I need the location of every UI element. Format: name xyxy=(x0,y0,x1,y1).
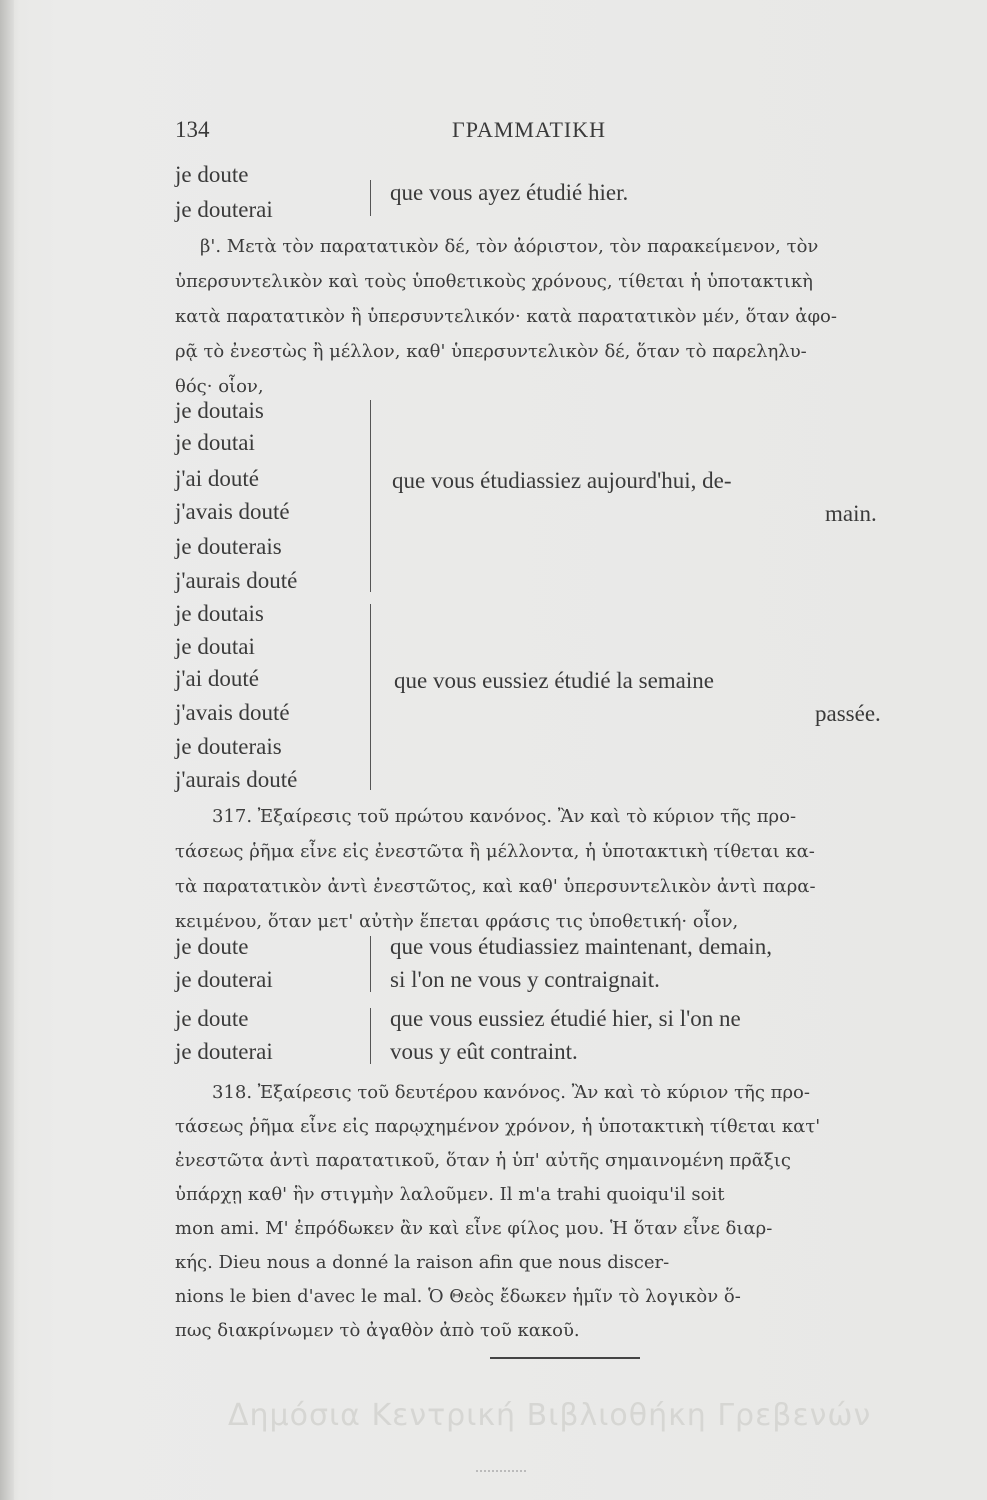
conj-left-line: je doutai xyxy=(175,634,255,659)
greek-text-line: β'. Μετὰ τὸν παρατατικὸν δέ, τὸν ἀόριστον, τὸν παρακείμενον, τὸν xyxy=(200,236,819,257)
conj-left-line: j'avais douté xyxy=(175,499,290,524)
conj-left-line: je doute xyxy=(175,162,249,187)
page-spine-shadow xyxy=(0,0,14,1500)
conj-left-line: je doutai xyxy=(175,430,255,455)
conj-right-line: que vous ayez étudié hier. xyxy=(390,180,629,205)
greek-text-line: ὑπάρχῃ καθ' ἣν στιγμὴν λαλοῦμεν. Il m'a trahi quoiqu'il soit xyxy=(175,1184,725,1205)
library-watermark: Δημόσια Κεντρική Βιβλιοθήκη Γρεβενών xyxy=(228,1398,872,1433)
brace xyxy=(370,604,371,790)
conj-right-line: vous y eût contraint. xyxy=(390,1039,578,1064)
greek-text-line: τὰ παρατατικὸν ἀντὶ ἐνεστῶτος, καὶ καθ' ὑπερσυντελικὸν ἀντὶ παρα- xyxy=(175,876,816,897)
conj-left-line: j'avais douté xyxy=(175,700,290,725)
page-number: 134 xyxy=(175,117,210,142)
greek-text-line: ὑπερσυντελικὸν καὶ τοὺς ὑποθετικοὺς χρόνους, τίθεται ἡ ὑποτακτικὴ xyxy=(175,271,813,292)
conj-right-line: si l'on ne vous y contraignait. xyxy=(390,967,660,992)
greek-text-line: τάσεως ῥῆμα εἶνε εἰς παρῳχημένον χρόνον, ἡ ὑποτακτικὴ τίθεται κατ' xyxy=(175,1116,821,1137)
greek-text-line: 318. Ἐξαίρεσις τοῦ δευτέρου κανόνος. Ἂν καὶ τὸ κύριον τῆς προ- xyxy=(212,1082,810,1103)
brace xyxy=(370,1008,371,1064)
conj-left-line: j'aurais douté xyxy=(175,568,298,593)
brace xyxy=(370,180,371,216)
conj-left-line: je douterais xyxy=(175,534,282,559)
greek-text-line: τάσεως ῥῆμα εἶνε εἰς ἐνεστῶτα ἢ μέλλοντα, ἡ ὑποτακτικὴ τίθεται κα- xyxy=(175,841,815,862)
running-title: ΓΡΑΜΜΑΤΙΚΗ xyxy=(452,117,606,142)
conj-right-line: que vous étudiassiez aujourd'hui, de- xyxy=(392,468,732,493)
greek-text-line: ρᾷ τὸ ἐνεστὼς ἢ μέλλον, καθ' ὑπερσυντελικὸν δέ, ὅταν τὸ παρεληλυ- xyxy=(175,341,807,362)
greek-text-line: ἐνεστῶτα ἀντὶ παρατατικοῦ, ὅταν ἡ ὑπ' αὐτῆς σημαινομένη πρᾶξις xyxy=(175,1150,791,1171)
conj-left-line: je douterais xyxy=(175,734,282,759)
greek-text-line: θός· οἷον, xyxy=(175,376,264,397)
conj-right-line: passée. xyxy=(815,701,881,726)
bottom-mark xyxy=(476,1470,526,1472)
greek-text-line: 317. Ἐξαίρεσις τοῦ πρώτου κανόνος. Ἂν καὶ τὸ κύριον τῆς προ- xyxy=(212,806,797,827)
conj-left-line: j'aurais douté xyxy=(175,767,298,792)
section-end-rule xyxy=(490,1357,640,1359)
greek-text-line: κής. Dieu nous a donné la raison afin que nous discer- xyxy=(175,1252,670,1273)
conj-right-line: que vous étudiassiez maintenant, demain, xyxy=(390,934,772,959)
conj-left-line: je douterai xyxy=(175,967,273,992)
conj-right-line: main. xyxy=(825,501,877,526)
conj-left-line: je doute xyxy=(175,934,249,959)
conj-left-line: je doutais xyxy=(175,398,264,423)
brace xyxy=(370,400,371,592)
greek-text-line: κατὰ παρατατικὸν ἢ ὑπερσυντελικόν· κατὰ παρατατικὸν μέν, ὅταν ἀφο- xyxy=(175,306,837,327)
conj-right-line: que vous eussiez étudié la semaine xyxy=(394,668,714,693)
conj-left-line: je douterai xyxy=(175,197,273,222)
greek-text-line: κειμένου, ὅταν μετ' αὐτὴν ἕπεται φράσις τις ὑποθετική· οἷον, xyxy=(175,911,739,932)
conj-left-line: je doute xyxy=(175,1006,249,1031)
greek-text-line: πως διακρίνωμεν τὸ ἀγαθὸν ἀπὸ τοῦ κακοῦ. xyxy=(175,1320,580,1341)
conj-right-line: que vous eussiez étudié hier, si l'on ne xyxy=(390,1006,741,1031)
conj-left-line: je doutais xyxy=(175,601,264,626)
conj-left-line: j'ai douté xyxy=(175,666,259,691)
greek-text-line: mon ami. Μ' ἐπρόδωκεν ἂν καὶ εἶνε φίλος μου. Ἡ ὅταν εἶνε διαρ- xyxy=(175,1218,773,1239)
greek-text-line: nions le bien d'avec le mal. Ὁ Θεὸς ἔδωκεν ἡμῖν τὸ λογικὸν ὅ- xyxy=(175,1286,741,1307)
conj-left-line: j'ai douté xyxy=(175,466,259,491)
conj-left-line: je douterai xyxy=(175,1039,273,1064)
brace xyxy=(370,936,371,992)
